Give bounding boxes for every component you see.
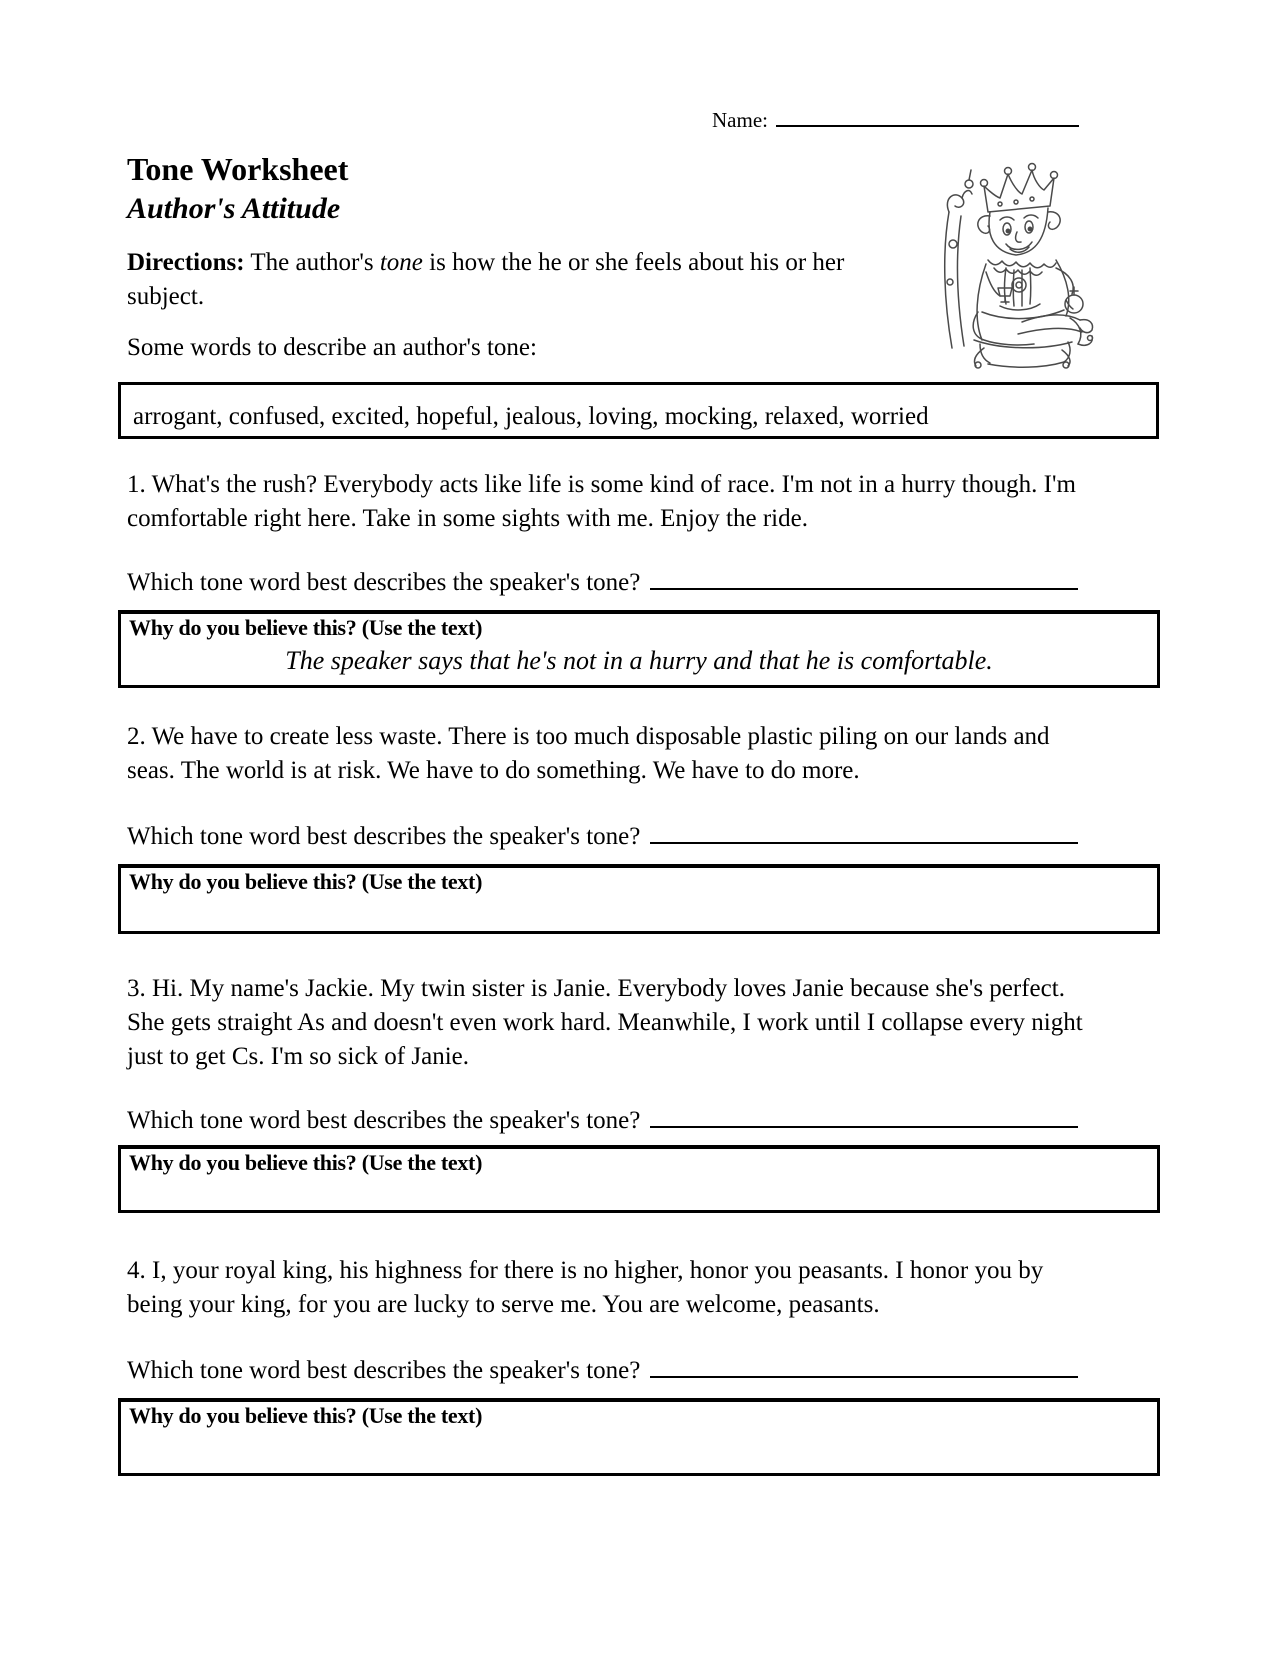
tone-question-1-label: Which tone word best describes the speaker's tone?: [127, 569, 641, 596]
tone-answer-blank-2[interactable]: [650, 838, 1078, 844]
king-illustration: [922, 152, 1097, 370]
why-box-header-1: Why do you believe this? (Use the text): [129, 615, 483, 640]
name-row: [712, 108, 1079, 133]
question-3-number: 3.: [127, 975, 146, 1002]
question-2-text: We have to create less waste. There is too much disposable plastic piling on our lands and seas. The world is at risk. We have to do something. We have to do more.: [127, 723, 1050, 784]
tone-question-2-label: Which tone word best describes the speaker's tone?: [127, 823, 641, 850]
tone-words-list: arrogant, confused, excited, hopeful, jealous, loving, mocking, relaxed, worried: [133, 403, 929, 430]
tone-question-line-4: [127, 1354, 1078, 1388]
tone-question-line-1: [127, 566, 1078, 600]
why-box-header-4: Why do you believe this? (Use the text): [129, 1403, 483, 1428]
question-4-paragraph: [127, 1254, 1095, 1322]
tone-question-line-3: [127, 1104, 1078, 1138]
why-box-header-3: Why do you believe this? (Use the text): [129, 1150, 483, 1175]
directions-text-2: is how the he or she feels about his or her subject.: [127, 249, 845, 310]
written-answer-1: The speaker says that he's not in a hurry and that he is comfortable.: [285, 646, 993, 675]
tone-question-4-label: Which tone word best describes the speaker's tone?: [127, 1357, 641, 1384]
why-box-header-2: Why do you believe this? (Use the text): [129, 869, 483, 894]
word-list-intro: Some words to describe an author's tone:: [127, 334, 537, 361]
name-label: Name:: [712, 108, 768, 132]
question-3-text: Hi. My name's Jackie. My twin sister is Janie. Everybody loves Janie because she's perfect. She gets straight As and doesn't even work hard. Meanwhile, I work until I collapse every night just to get Cs. I'm so sick of Janie.: [127, 975, 1083, 1070]
tone-question-3-label: Which tone word best describes the speaker's tone?: [127, 1107, 641, 1134]
question-4-number: 4.: [127, 1257, 146, 1284]
directions-italic-word: tone: [379, 249, 423, 276]
tone-question-line-2: [127, 820, 1078, 854]
directions-paragraph: [127, 246, 927, 314]
name-blank-line[interactable]: [776, 121, 1079, 127]
question-2-paragraph: [127, 720, 1095, 788]
king-on-throne-icon: [922, 152, 1097, 370]
why-answer-box-1[interactable]: [118, 610, 1160, 688]
why-answer-box-2[interactable]: [118, 864, 1160, 934]
question-3-paragraph: [127, 972, 1095, 1074]
question-4-text: I, your royal king, his highness for there is no higher, honor you peasants. I honor you by being your king, for you are lucky to serve me. You are welcome, peasants.: [127, 1257, 1044, 1318]
why-answer-box-3[interactable]: [118, 1145, 1160, 1213]
page-title: Tone Worksheet: [127, 151, 349, 187]
question-1-text: What's the rush? Everybody acts like life is some kind of race. I'm not in a hurry though. I'm comfortable right here. Take in some sights with me. Enjoy the ride.: [127, 471, 1076, 532]
question-2-number: 2.: [127, 723, 146, 750]
question-1-number: 1.: [127, 471, 146, 498]
tone-answer-blank-4[interactable]: [650, 1372, 1078, 1378]
tone-answer-blank-3[interactable]: [650, 1122, 1078, 1128]
tone-words-box: [118, 382, 1159, 439]
page-subtitle: Author's Attitude: [127, 192, 341, 225]
question-1-paragraph: [127, 468, 1095, 536]
directions-label: Directions:: [127, 249, 245, 276]
directions-text-1: The author's: [250, 249, 374, 276]
tone-answer-blank-1[interactable]: [650, 584, 1078, 590]
why-answer-box-4[interactable]: [118, 1398, 1160, 1476]
